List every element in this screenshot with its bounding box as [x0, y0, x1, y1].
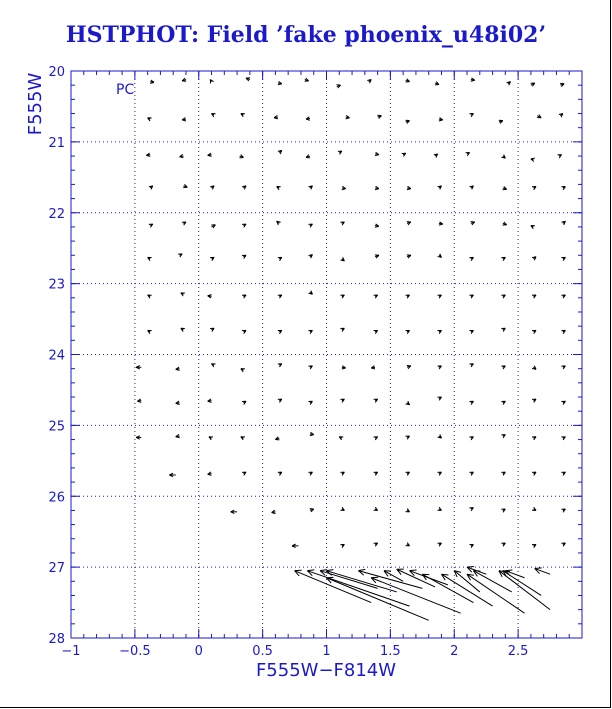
error-vector — [367, 80, 371, 84]
error-vector — [212, 364, 216, 367]
error-vector — [309, 255, 313, 259]
error-vector — [278, 81, 282, 84]
error-vector — [437, 366, 441, 369]
error-vector — [535, 568, 550, 574]
error-vector — [148, 330, 152, 333]
error-vector — [437, 543, 441, 546]
error-vector — [561, 437, 565, 440]
vector-shaft — [441, 574, 492, 606]
y-tick-label: 28 — [48, 632, 65, 647]
error-vector — [242, 255, 246, 258]
error-vector — [305, 78, 309, 81]
error-vector — [532, 187, 536, 190]
error-vector — [406, 472, 410, 475]
error-vector — [532, 507, 536, 510]
vector-field — [136, 78, 565, 621]
error-vector — [503, 186, 507, 189]
error-vector — [406, 120, 410, 123]
error-vector — [434, 154, 438, 158]
error-vector — [532, 399, 536, 402]
error-vector — [377, 115, 381, 118]
error-vector — [503, 222, 507, 225]
error-vector — [210, 328, 214, 331]
error-vector — [306, 117, 310, 120]
error-vector — [406, 543, 410, 546]
error-vector — [402, 153, 406, 156]
error-vector — [277, 187, 281, 190]
error-vector — [407, 222, 411, 225]
error-vector — [374, 399, 378, 402]
error-vector — [278, 472, 282, 475]
error-vector — [374, 472, 378, 475]
x-tick-label: 2 — [450, 644, 459, 659]
vector-shaft — [384, 571, 403, 582]
error-vector — [501, 155, 505, 159]
error-vector — [310, 509, 314, 512]
error-vector — [374, 437, 378, 440]
vector-arrowhead — [310, 435, 314, 436]
error-vector — [375, 152, 379, 155]
error-vector — [471, 78, 475, 81]
error-vector — [531, 226, 535, 229]
vector-arrowhead — [535, 568, 542, 569]
error-vector — [242, 472, 246, 475]
error-vector — [406, 436, 410, 439]
vector-arrowhead — [346, 118, 350, 119]
error-vector — [561, 330, 565, 333]
error-vector — [561, 187, 565, 190]
error-vector — [501, 257, 505, 260]
error-vector — [308, 401, 312, 404]
error-vector — [374, 507, 378, 510]
error-vector — [278, 150, 282, 154]
error-vector — [469, 472, 473, 475]
error-vector — [437, 472, 441, 475]
error-vector — [469, 257, 473, 260]
error-vector — [559, 114, 563, 118]
vector-arrowhead — [342, 368, 346, 369]
error-vector — [176, 401, 180, 404]
error-vector — [438, 434, 442, 438]
error-vector — [209, 437, 213, 440]
error-vector — [182, 222, 186, 225]
error-vector — [148, 295, 152, 298]
error-vector — [277, 221, 281, 225]
vector-arrowhead — [375, 155, 379, 156]
error-vector — [437, 397, 441, 400]
error-vector — [246, 78, 250, 81]
vector-arrowhead — [358, 569, 365, 570]
error-vector — [327, 577, 429, 620]
error-vector — [149, 224, 153, 227]
error-vector — [148, 118, 152, 121]
error-vector — [210, 80, 213, 84]
x-tick-label: −0.5 — [119, 644, 151, 659]
error-vector — [532, 366, 536, 370]
error-vector — [501, 435, 505, 438]
vector-arrowhead — [467, 566, 474, 567]
error-vector — [278, 399, 282, 402]
error-vector — [340, 507, 344, 510]
error-vector — [242, 401, 246, 404]
error-vector — [561, 543, 565, 546]
error-vector — [532, 437, 536, 440]
vector-arrowhead — [505, 570, 512, 571]
error-vector — [561, 257, 565, 260]
error-vector — [469, 544, 473, 547]
x-tick-label: 1 — [322, 644, 331, 659]
error-vector — [341, 257, 345, 261]
error-vector — [501, 472, 505, 475]
error-vector — [242, 295, 246, 298]
error-vector — [467, 574, 524, 613]
vector-shaft — [467, 574, 524, 613]
x-tick-label: 1.5 — [380, 644, 401, 659]
error-vector — [501, 295, 505, 298]
error-vector — [469, 508, 473, 511]
vector-arrowhead — [307, 570, 314, 571]
vector-arrowhead — [342, 189, 346, 190]
error-vector — [308, 224, 312, 227]
error-vector — [532, 330, 536, 333]
error-vector — [371, 366, 375, 369]
error-vector — [562, 221, 566, 225]
error-vector — [439, 222, 443, 225]
error-vector — [210, 257, 214, 260]
error-vector — [211, 225, 215, 228]
vector-shaft — [295, 571, 372, 603]
error-vector — [560, 83, 564, 86]
error-vector — [278, 364, 282, 367]
error-vector — [342, 366, 346, 369]
error-vector — [406, 295, 410, 298]
y-tick-label: 22 — [48, 206, 65, 222]
error-vector — [407, 255, 411, 258]
vector-arrowhead — [531, 158, 535, 159]
error-vector — [406, 509, 410, 512]
error-vector — [561, 295, 565, 298]
error-vector — [182, 118, 186, 121]
error-vector — [340, 328, 344, 331]
error-vector — [469, 437, 473, 440]
error-vector — [441, 574, 492, 606]
error-vector — [272, 510, 276, 513]
error-vector — [136, 366, 141, 369]
x-tick-label: 2.5 — [507, 644, 529, 659]
error-vector — [531, 83, 535, 86]
error-vector — [501, 543, 505, 546]
error-vector — [308, 366, 312, 369]
error-vector — [181, 328, 185, 331]
error-vector — [561, 401, 565, 404]
error-vector — [473, 571, 511, 592]
error-vector — [340, 544, 344, 547]
error-vector — [374, 543, 378, 546]
error-vector — [340, 222, 344, 225]
error-vector — [501, 366, 505, 369]
error-vector — [340, 472, 344, 475]
error-vector — [274, 115, 278, 118]
error-vector — [183, 184, 187, 187]
error-vector — [469, 330, 473, 333]
error-vector — [407, 186, 411, 189]
error-vector — [501, 328, 505, 331]
error-vector — [307, 570, 409, 606]
error-vector — [532, 257, 536, 261]
error-vector — [150, 80, 154, 83]
error-vector — [406, 330, 410, 333]
error-vector — [180, 154, 184, 157]
error-vector — [169, 473, 175, 476]
error-vector — [182, 78, 186, 81]
vector-arrowhead — [439, 224, 443, 225]
error-vector — [346, 115, 350, 118]
error-vector — [507, 82, 511, 86]
vector-arrowhead — [150, 82, 154, 83]
x-axis-label: F555W−F814W — [255, 660, 397, 681]
error-vector — [148, 257, 152, 260]
error-vector — [469, 401, 473, 404]
vector-arrowhead — [327, 570, 334, 571]
vector-arrowhead — [439, 120, 443, 121]
vector-arrowhead — [278, 84, 282, 85]
x-tick-label: 0 — [194, 644, 203, 659]
error-vector — [375, 186, 379, 189]
error-vector — [501, 401, 505, 404]
vector-shaft — [327, 578, 429, 621]
error-vector — [469, 364, 473, 367]
error-vector — [308, 472, 312, 475]
vector-arrowhead — [320, 570, 327, 571]
error-vector — [469, 114, 473, 117]
y-tick-label: 27 — [48, 561, 65, 577]
error-vector — [176, 367, 180, 370]
error-vector — [241, 114, 245, 117]
error-vector — [532, 544, 536, 547]
vector-arrowhead — [471, 80, 475, 81]
vector-arrowhead — [375, 189, 379, 190]
vector-arrowhead — [410, 570, 417, 571]
error-vector — [438, 254, 442, 258]
y-tick-label: 25 — [48, 419, 65, 435]
axis-ticks — [48, 65, 582, 659]
vector-arrowhead — [208, 295, 212, 296]
error-vector — [561, 366, 565, 369]
error-vector — [278, 295, 282, 298]
error-vector — [342, 186, 346, 189]
y-tick-label: 23 — [48, 277, 65, 293]
error-vector — [309, 186, 313, 190]
error-vector — [532, 472, 536, 475]
error-vector — [406, 79, 410, 82]
error-vector — [437, 507, 441, 510]
error-vector — [210, 186, 214, 190]
error-vector — [239, 155, 243, 158]
vector-arrowhead — [407, 189, 411, 190]
error-vector — [340, 399, 344, 402]
error-vector — [275, 437, 279, 440]
error-vector — [466, 153, 470, 156]
error-vector — [241, 369, 245, 372]
error-vector — [339, 437, 343, 440]
error-vector — [278, 257, 282, 260]
y-axis-label: F555W — [25, 72, 46, 136]
error-vector — [531, 158, 535, 161]
error-vector — [231, 510, 237, 513]
error-vector — [208, 153, 212, 156]
y-tick-label: 20 — [48, 65, 65, 80]
chart-title: HSTPHOT: Field ’fake phoenix_u48i02’ — [65, 22, 547, 48]
vector-shaft — [371, 578, 460, 613]
error-vector — [306, 155, 310, 158]
error-vector — [384, 571, 403, 582]
error-vector — [407, 365, 411, 368]
vector-arrowhead — [375, 226, 379, 227]
error-vector — [242, 186, 246, 190]
error-vector — [469, 295, 473, 298]
error-vector — [561, 472, 565, 475]
x-tick-label: 0.5 — [252, 644, 273, 659]
error-vector — [149, 186, 153, 190]
error-vector — [137, 399, 141, 402]
error-vector — [146, 153, 150, 156]
error-vector — [470, 186, 474, 190]
error-vector — [176, 434, 180, 437]
error-vector — [208, 399, 212, 402]
error-vector — [374, 330, 378, 333]
error-vector — [241, 437, 245, 440]
error-vector — [435, 82, 439, 85]
error-vector — [537, 115, 541, 118]
error-vector — [471, 222, 475, 225]
y-tick-label: 24 — [48, 348, 65, 364]
error-vector — [208, 295, 212, 298]
error-vector — [561, 509, 565, 512]
pc-annotation: PC — [116, 82, 135, 98]
error-vector — [309, 291, 313, 295]
error-vector — [375, 255, 379, 258]
error-vector — [374, 295, 378, 298]
y-tick-label: 26 — [48, 490, 65, 506]
error-vector — [178, 254, 182, 257]
error-vector — [337, 85, 341, 88]
error-vector — [439, 118, 443, 121]
error-vector — [406, 401, 410, 405]
error-vector — [438, 186, 442, 190]
error-vector — [437, 330, 441, 333]
error-vector — [437, 295, 441, 298]
error-vector — [136, 436, 141, 439]
error-vector — [501, 509, 505, 512]
error-vector — [242, 330, 246, 333]
error-vector — [338, 151, 342, 154]
error-vector — [292, 544, 298, 547]
y-tick-label: 21 — [48, 135, 65, 151]
error-vector — [242, 224, 246, 227]
error-vector — [340, 295, 344, 298]
error-vector — [310, 432, 314, 435]
error-vector — [212, 114, 216, 117]
error-vector — [558, 155, 562, 158]
x-tick-label: −1 — [61, 644, 81, 659]
error-vector — [499, 120, 503, 123]
error-vector — [181, 293, 185, 296]
error-vector — [532, 295, 536, 298]
error-vector — [308, 330, 312, 333]
error-vector — [278, 330, 282, 333]
error-vector — [208, 472, 212, 475]
vector-shaft — [473, 571, 511, 592]
vector-arrowhead — [371, 577, 378, 578]
error-vector — [371, 577, 460, 613]
error-vector — [375, 224, 379, 227]
